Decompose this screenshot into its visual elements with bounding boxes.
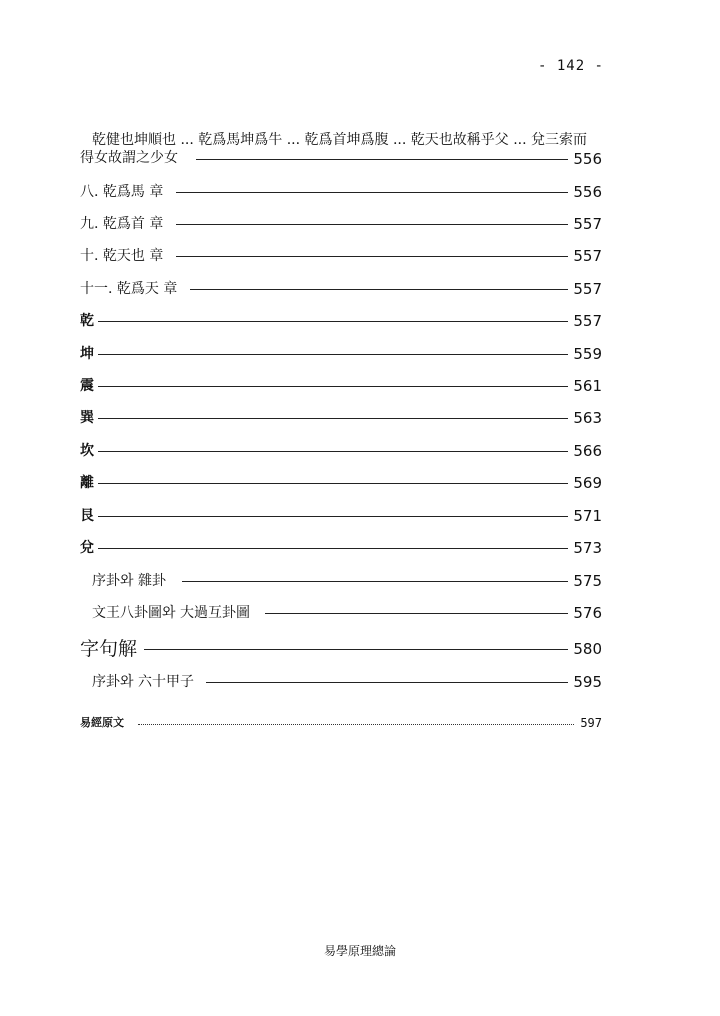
toc-entry-title: 十. 乾天也 章 [80,248,164,264]
toc-entry [0,711,720,735]
toc-entry-page: 566 [573,442,602,460]
toc-entry [0,504,720,528]
leader-line [98,451,568,452]
footer-book-title: 易學原理總論 [323,944,396,958]
toc-entry-page: 580 [573,640,602,658]
toc-entry-title: 坎 [80,443,94,459]
leader-line [98,418,568,419]
toc-entry [0,180,720,204]
toc-entry [0,342,720,366]
toc-entry [0,374,720,398]
toc-entry [0,569,720,593]
toc-entry-page: 571 [573,507,602,525]
toc-entry-title: 八. 乾爲馬 章 [80,184,164,200]
toc-entry-page: 556 [573,150,602,168]
toc-entry-page: 569 [573,474,602,492]
toc-entry-title: 字句解 [80,638,138,660]
toc-entry-title: 離 [80,475,94,491]
leader-line [182,581,568,582]
toc-entry-title: 乾 [80,313,94,329]
leader-dots [138,724,574,725]
toc-entry-title: 序卦와 雜卦 [92,573,166,589]
leader-line [196,159,568,160]
leader-line [98,483,568,484]
toc-entry [0,439,720,463]
toc-entry [0,670,720,694]
toc-entry-title: 序卦와 六十甲子 [92,674,194,690]
toc-entry-title-line1: 乾健也坤順也 ... 乾爲馬坤爲牛 ... 乾爲首坤爲腹 ... 乾天也故稱乎父 ... 兌三索而 [92,132,588,148]
toc-entry-title: 震 [80,378,94,394]
toc-entry [0,406,720,430]
leader-line [98,516,568,517]
leader-line [98,354,568,355]
leader-line [190,289,568,290]
toc-entry [0,277,720,301]
toc-entry-page: 561 [573,377,602,395]
toc-entry-title: 文王八卦圖와 大過互卦圖 [92,605,250,621]
toc-entry-page: 557 [573,247,602,265]
toc-entry-page: 557 [573,280,602,298]
toc-entry-page: 573 [573,539,602,557]
toc-entry-page: 576 [573,604,602,622]
toc-entry-page: 559 [573,345,602,363]
toc-entry-page: 597 [580,716,602,730]
leader-line [265,613,568,614]
toc-entry-page: 557 [573,312,602,330]
toc-entry [0,212,720,236]
toc-entry [0,601,720,625]
toc-entry-title: 九. 乾爲首 章 [80,216,164,232]
toc-entry-page: 575 [573,572,602,590]
toc-entry-title: 易經原文 [80,716,124,729]
leader-line [176,224,568,225]
toc-entry [0,130,720,170]
toc-entry [0,637,720,661]
toc-entry-page: 563 [573,409,602,427]
toc-entry [0,471,720,495]
leader-line [144,649,568,650]
toc-entry [0,244,720,268]
toc-entry [0,536,720,560]
toc-entry-title: 艮 [80,508,94,524]
leader-line [176,192,568,193]
toc-entry-title: 十一. 乾爲天 章 [80,281,178,297]
toc-entry [0,309,720,333]
leader-line [206,682,568,683]
leader-line [98,548,568,549]
leader-line [98,321,568,322]
toc-entry-title-line2: 得女故謂之少女 [80,150,178,166]
toc-entry-page: 556 [573,183,602,201]
toc-entry-title: 巽 [80,410,94,426]
toc-entry-title: 坤 [80,346,94,362]
page-number: - 142 - [537,58,604,74]
toc-entry-title: 兌 [80,540,94,556]
leader-line [176,256,568,257]
toc-entry-page: 557 [573,215,602,233]
leader-line [98,386,568,387]
toc-entry-page: 595 [573,673,602,691]
